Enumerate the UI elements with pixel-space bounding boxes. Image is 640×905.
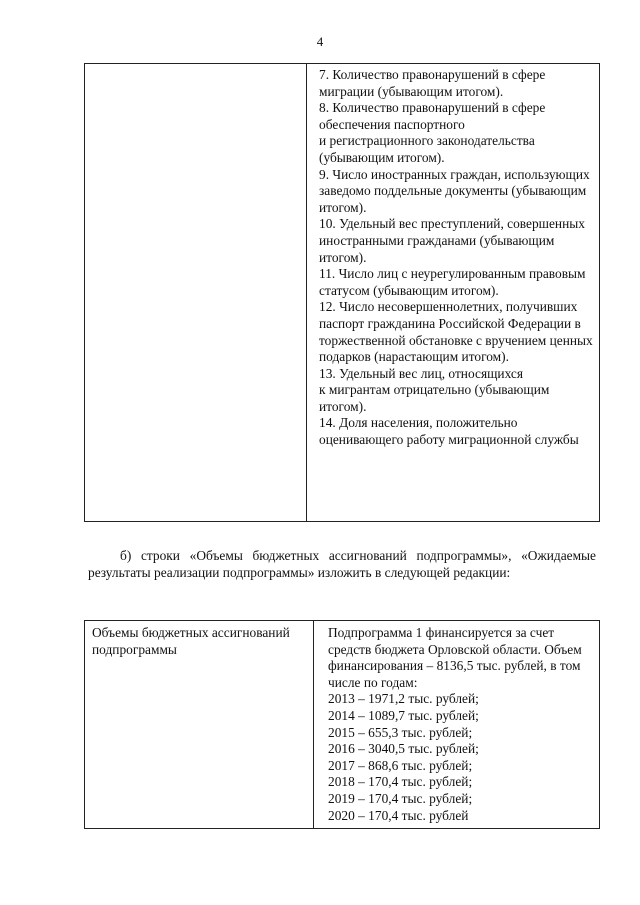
- indicator-item: 11. Число лиц с неурегулированным правовым статусом (убывающим итогом).: [319, 266, 586, 298]
- budget-year-line: 2013 – 1971,2 тыс. рублей;: [328, 691, 479, 707]
- indicator-item: 12. Число несовершеннолетних, получивших паспорт гражданина Российской Федерации в торжественной обстановке с вручением ценных подарков (нарастающим итогом).: [319, 299, 593, 365]
- budget-intro: Подпрограмма 1 финансируется за счет средств бюджета Орловской области. Объем финансирования – 8136,5 тыс. рублей, в том числе по годам:: [328, 625, 582, 690]
- budget-year-line: 2017 – 868,6 тыс. рублей;: [328, 757, 473, 773]
- empty-left-cell: [85, 64, 307, 522]
- budget-value-cell: [314, 621, 600, 829]
- amendment-text: б) строки «Объемы бюджетных ассигнований подпрограммы», «Ожидаемые результаты реализации подпрограммы» изложить в следующей редакции:: [88, 548, 596, 580]
- budget-year-line: 2016 – 3040,5 тыс. рублей;: [328, 741, 479, 757]
- budget-year-line: 2014 – 1089,7 тыс. рублей;: [328, 707, 479, 723]
- budget-label-cell: [85, 621, 314, 829]
- indicator-item: 13. Удельный вес лиц, относящихся к мигрантам отрицательно (убывающим итогом).: [319, 365, 550, 414]
- table-row: [85, 64, 600, 522]
- budget-label: Объемы бюджетных ассигнований подпрограммы: [92, 625, 290, 657]
- indicator-item: 7. Количество правонарушений в сфере миграции (убывающим итогом).: [319, 67, 546, 99]
- indicator-item: 9. Число иностранных граждан, использующих заведомо поддельные документы (убывающим итогом).: [319, 166, 590, 215]
- indicators-cell: [307, 64, 600, 522]
- budget-year-line: 2018 – 170,4 тыс. рублей;: [328, 774, 473, 790]
- indicator-item: 8. Количество правонарушений в сфере обеспечения паспортного и регистрационного законодательства (убывающим итогом).: [319, 100, 546, 165]
- indicator-item: 14. Доля населения, положительно оценивающего работу миграционной службы: [319, 415, 579, 448]
- indicators-table: [84, 63, 600, 522]
- page-number: 4: [316, 34, 324, 49]
- budget-year-line: 2019 – 170,4 тыс. рублей;: [328, 790, 473, 806]
- budget-year-line: 2020 – 170,4 тыс. рублей: [328, 807, 469, 823]
- amendment-paragraph: [88, 547, 596, 581]
- budget-year-line: 2015 – 655,3 тыс. рублей;: [328, 724, 473, 740]
- budget-table: [84, 620, 600, 829]
- table-row: [85, 621, 600, 829]
- indicator-item: 10. Удельный вес преступлений, совершенных иностранными гражданами (убывающим итогом).: [319, 216, 585, 265]
